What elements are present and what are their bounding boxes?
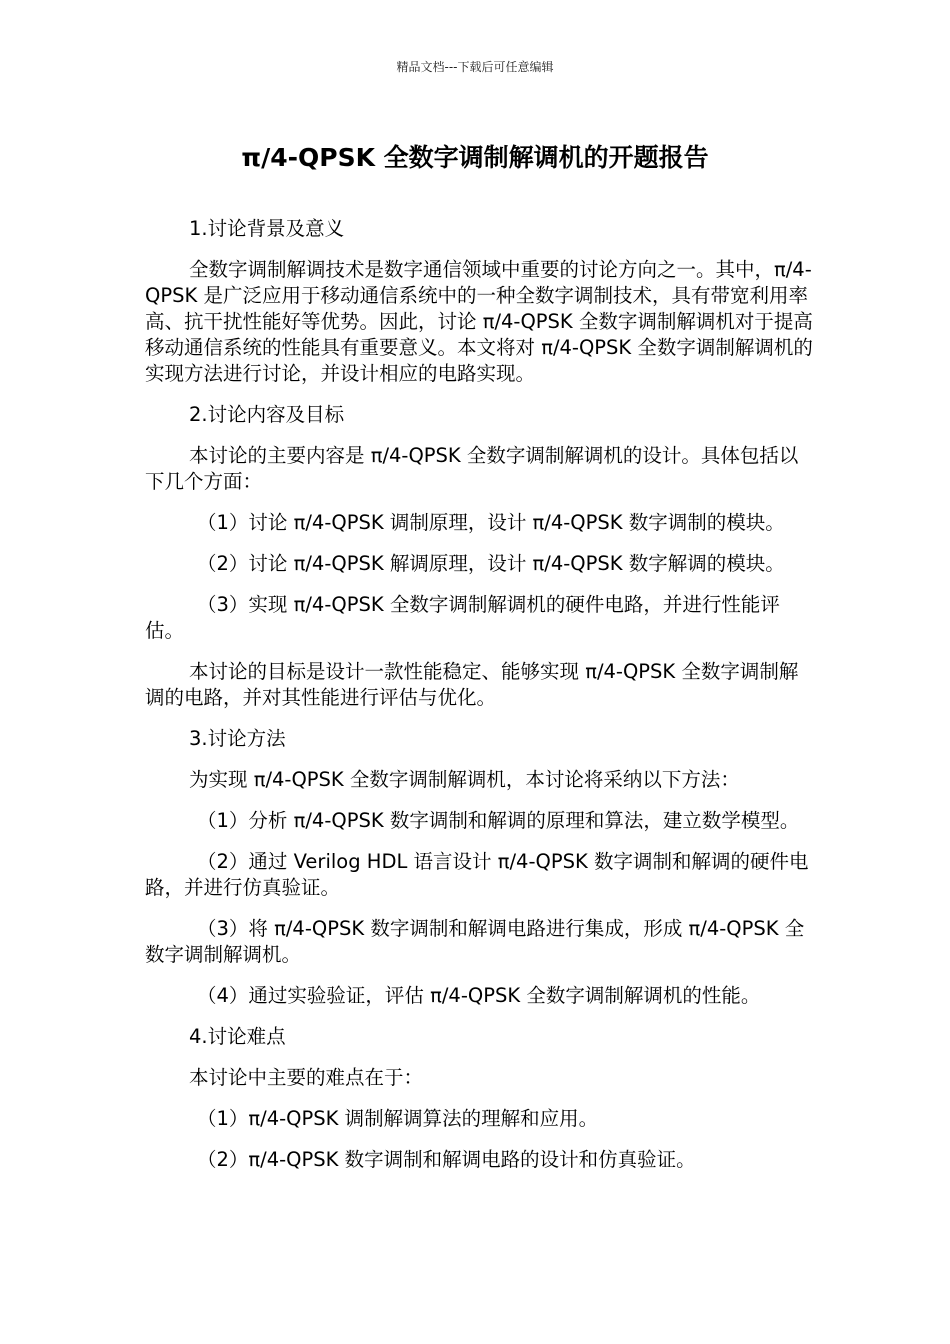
page-header-note: 精品文档---下载后可任意编辑 <box>396 60 554 74</box>
document-title: π/4-QPSK 全数字调制解调机的开题报告 <box>241 143 709 172</box>
list-item: （4）通过实验验证，评估 π/4-QPSK 全数字调制解调机的性能。 <box>197 984 761 1007</box>
paragraph-goal: 本讨论的目标是设计一款性能稳定、能够实现 π/4-QPSK 全数字调制解调的电路，并对其性能进行评估与优化。 <box>145 660 799 709</box>
list-item: （2）π/4-QPSK 数字调制和解调电路的设计和仿真验证。 <box>197 1148 696 1171</box>
list-item: （2）讨论 π/4-QPSK 解调原理，设计 π/4-QPSK 数字解调的模块。 <box>197 552 785 575</box>
list-item: （3）将 π/4-QPSK 数字调制和解调电路进行集成，形成 π/4-QPSK 全数字调制解调机。 <box>145 917 805 966</box>
list-item: （1）讨论 π/4-QPSK 调制原理，设计 π/4-QPSK 数字调制的模块。 <box>197 511 785 534</box>
list-item: （3）实现 π/4-QPSK 全数字调制解调机的硬件电路，并进行性能评估。 <box>145 593 780 642</box>
section-heading-methods: 3.讨论方法 <box>189 727 286 750</box>
list-item: （1）π/4-QPSK 调制解调算法的理解和应用。 <box>197 1107 599 1130</box>
list-item: （1）分析 π/4-QPSK 数字调制和解调的原理和算法，建立数学模型。 <box>197 809 800 832</box>
section-heading-content-goals: 2.讨论内容及目标 <box>189 403 345 426</box>
list-item: （2）通过 Verilog HDL 语言设计 π/4-QPSK 数字调制和解调的硬件电路，并进行仿真验证。 <box>145 850 809 899</box>
document-body <box>145 216 815 1188</box>
section-heading-background: 1.讨论背景及意义 <box>189 217 345 240</box>
paragraph-content-intro: 本讨论的主要内容是 π/4-QPSK 全数字调制解调机的设计。具体包括以下几个方面： <box>145 444 799 493</box>
paragraph-background: 全数字调制解调技术是数字通信领域中重要的讨论方向之一。其中，π/4-QPSK 是广泛应用于移动通信系统中的一种全数字调制技术，具有带宽利用率高、抗干扰性能好等优势。因此，讨论 π/4-QPSK 全数字调制解调机对于提高移动通信系统的性能具有重要意义。本文将对 π/4-QPSK 全数字调制解调机的实现方法进行讨论，并设计相应的电路实现。 <box>145 258 813 385</box>
paragraph-methods-intro: 为实现 π/4-QPSK 全数字调制解调机，本讨论将采纳以下方法： <box>189 768 740 791</box>
paragraph-difficulties-intro: 本讨论中主要的难点在于： <box>189 1066 424 1089</box>
section-heading-difficulties: 4.讨论难点 <box>189 1025 286 1048</box>
